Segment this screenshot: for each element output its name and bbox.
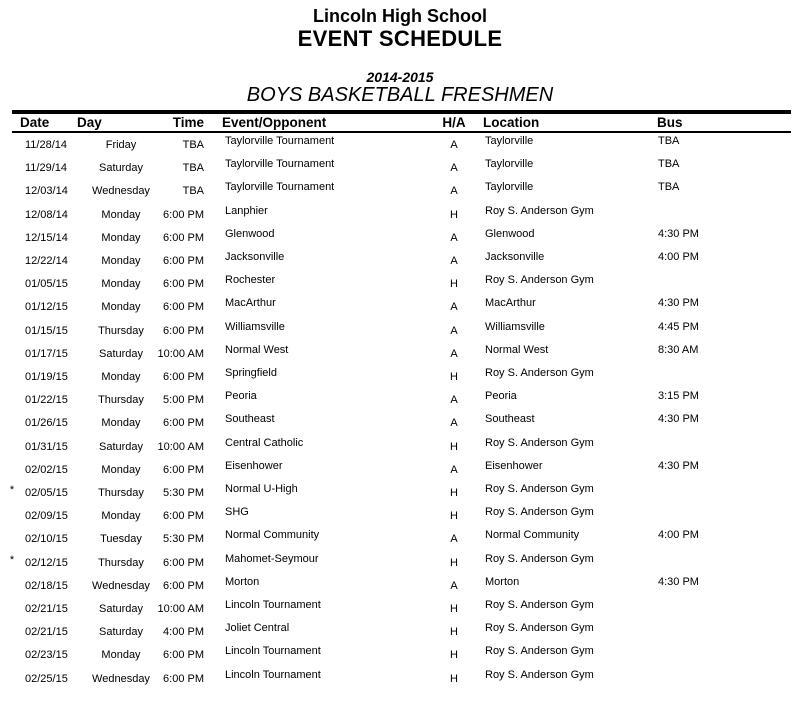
cell-homeaway: A bbox=[450, 162, 458, 175]
cell-day: Thursday bbox=[98, 394, 144, 407]
cell-time: 5:30 PM bbox=[163, 533, 204, 546]
cell-time: 10:00 AM bbox=[157, 603, 204, 615]
cell-day: Saturday bbox=[98, 626, 144, 639]
cell-day: Monday bbox=[101, 510, 141, 523]
cell-time: 6:00 PM bbox=[163, 231, 204, 244]
schedule-row bbox=[0, 575, 800, 598]
cell-day: Thursday bbox=[98, 556, 144, 569]
cell-time: 5:00 PM bbox=[163, 394, 204, 407]
cell-homeaway: A bbox=[450, 533, 458, 546]
schedule-row bbox=[0, 343, 800, 366]
cell-date: 02/02/15 bbox=[25, 463, 68, 476]
cell-homeaway: H bbox=[450, 371, 458, 383]
cell-day: Thursday bbox=[98, 487, 144, 499]
schedule-row bbox=[0, 412, 800, 435]
cell-bus: 8:30 AM bbox=[658, 343, 699, 356]
cell-bus: 4:45 PM bbox=[658, 320, 699, 333]
cell-time: 6:00 PM bbox=[163, 510, 204, 523]
cell-location: Roy S. Anderson Gym bbox=[485, 552, 594, 565]
cell-day: Monday bbox=[101, 463, 141, 476]
cell-date: 12/15/14 bbox=[25, 231, 68, 244]
cell-homeaway: A bbox=[450, 324, 458, 337]
cell-event: Jacksonville bbox=[225, 251, 285, 263]
cell-location: Roy S. Anderson Gym bbox=[485, 645, 594, 658]
cell-homeaway: H bbox=[450, 649, 458, 662]
cell-location: Normal West bbox=[485, 343, 549, 356]
cell-time: 5:30 PM bbox=[163, 487, 204, 499]
cell-day: Thursday bbox=[98, 324, 144, 337]
cell-homeaway: A bbox=[450, 301, 458, 314]
star-marker: * bbox=[9, 553, 15, 566]
cell-date: 01/12/15 bbox=[25, 301, 68, 314]
cell-event: Rochester bbox=[225, 274, 276, 287]
cell-date: 02/10/15 bbox=[25, 533, 68, 546]
cell-time: TBA bbox=[182, 185, 204, 198]
cell-day: Wednesday bbox=[92, 672, 150, 685]
cell-homeaway: H bbox=[450, 626, 458, 639]
cell-bus: TBA bbox=[658, 158, 680, 171]
cell-day: Saturday bbox=[98, 347, 144, 360]
cell-location: Jacksonville bbox=[485, 251, 545, 263]
cell-day: Saturday bbox=[98, 603, 144, 615]
schedule-row bbox=[0, 505, 800, 528]
cell-event: Central Catholic bbox=[225, 436, 304, 449]
schedule-row bbox=[0, 644, 800, 667]
cell-date: 11/29/14 bbox=[25, 162, 68, 175]
col-header-day: Day bbox=[77, 115, 102, 130]
cell-bus: 4:30 PM bbox=[658, 297, 699, 310]
cell-location: Taylorville bbox=[485, 135, 534, 147]
schedule-row bbox=[0, 528, 800, 551]
cell-location: Roy S. Anderson Gym bbox=[485, 204, 594, 217]
cell-location: Roy S. Anderson Gym bbox=[485, 367, 594, 379]
cell-day: Monday bbox=[101, 231, 141, 244]
cell-date: 01/15/15 bbox=[25, 324, 68, 337]
team-name: BOYS BASKETBALL FRESHMEN bbox=[246, 84, 554, 106]
schedule-row bbox=[0, 157, 800, 180]
schedule-row bbox=[0, 598, 800, 621]
cell-time: 6:00 PM bbox=[163, 371, 204, 383]
cell-date: 01/17/15 bbox=[25, 347, 68, 360]
cell-event: Taylorville Tournament bbox=[225, 158, 335, 171]
cell-homeaway: A bbox=[450, 417, 458, 430]
cell-day: Monday bbox=[101, 278, 141, 291]
cell-time: 6:00 PM bbox=[163, 672, 204, 685]
schedule-row bbox=[0, 250, 800, 273]
cell-homeaway: H bbox=[450, 510, 458, 523]
cell-time: 10:00 AM bbox=[157, 347, 204, 360]
cell-event: SHG bbox=[225, 506, 249, 519]
cell-date: 02/21/15 bbox=[25, 626, 68, 639]
cell-location: Roy S. Anderson Gym bbox=[485, 483, 594, 495]
cell-bus: 4:30 PM bbox=[658, 459, 699, 472]
cell-event: Lincoln Tournament bbox=[225, 668, 321, 681]
cell-date: 02/12/15 bbox=[25, 556, 68, 569]
cell-time: 6:00 PM bbox=[163, 556, 204, 569]
cell-date: 02/18/15 bbox=[25, 579, 68, 592]
schedule-row bbox=[0, 296, 800, 319]
cell-bus: 3:15 PM bbox=[658, 390, 699, 403]
cell-event: Normal Community bbox=[225, 529, 320, 542]
cell-homeaway: A bbox=[450, 185, 458, 198]
cell-time: 4:00 PM bbox=[163, 626, 204, 639]
cell-location: Morton bbox=[485, 575, 520, 588]
cell-location: Roy S. Anderson Gym bbox=[485, 274, 594, 287]
cell-date: 02/09/15 bbox=[25, 510, 68, 523]
cell-event: Mahomet-Seymour bbox=[225, 552, 319, 565]
cell-location: Taylorville bbox=[485, 181, 534, 194]
schedule-row bbox=[0, 366, 800, 389]
cell-bus: 4:30 PM bbox=[658, 227, 699, 240]
cell-day: Monday bbox=[101, 371, 141, 383]
cell-time: 6:00 PM bbox=[163, 208, 204, 221]
cell-date: 01/22/15 bbox=[25, 394, 68, 407]
cell-time: 6:00 PM bbox=[163, 301, 204, 314]
star-marker: * bbox=[9, 484, 15, 496]
cell-date: 12/08/14 bbox=[25, 208, 68, 221]
cell-homeaway: A bbox=[450, 255, 458, 267]
schedule-row bbox=[0, 482, 800, 505]
cell-day: Monday bbox=[101, 255, 141, 267]
col-header-bus: Bus bbox=[657, 115, 683, 130]
cell-date: 01/31/15 bbox=[25, 440, 68, 453]
cell-date: 01/05/15 bbox=[25, 278, 68, 291]
cell-date: 12/03/14 bbox=[25, 185, 68, 198]
cell-homeaway: H bbox=[450, 440, 458, 453]
cell-bus: 4:00 PM bbox=[658, 529, 699, 542]
schedule-row bbox=[0, 552, 800, 575]
cell-time: 6:00 PM bbox=[163, 324, 204, 337]
cell-event: Normal West bbox=[225, 343, 289, 356]
cell-bus: TBA bbox=[658, 135, 680, 147]
cell-location: Glenwood bbox=[485, 227, 535, 240]
cell-event: MacArthur bbox=[225, 297, 276, 310]
cell-date: 02/05/15 bbox=[25, 487, 68, 499]
cell-time: 10:00 AM bbox=[157, 440, 204, 453]
schedule-row bbox=[0, 668, 800, 691]
cell-time: 6:00 PM bbox=[163, 278, 204, 291]
cell-event: Southeast bbox=[225, 413, 275, 426]
schedule-row bbox=[0, 227, 800, 250]
schedule-row bbox=[0, 204, 800, 227]
cell-homeaway: H bbox=[450, 208, 458, 221]
cell-event: Glenwood bbox=[225, 227, 275, 240]
cell-location: Roy S. Anderson Gym bbox=[485, 599, 594, 611]
cell-bus: TBA bbox=[658, 181, 680, 194]
cell-location: Southeast bbox=[485, 413, 535, 426]
col-header-date: Date bbox=[20, 115, 50, 130]
cell-homeaway: A bbox=[450, 347, 458, 360]
col-header-event: Event/Opponent bbox=[222, 115, 327, 130]
cell-homeaway: H bbox=[450, 556, 458, 569]
cell-day: Tuesday bbox=[100, 533, 142, 546]
schedule-row bbox=[0, 436, 800, 459]
document-title: EVENT SCHEDULE bbox=[297, 26, 503, 51]
cell-day: Wednesday bbox=[92, 579, 150, 592]
cell-day: Monday bbox=[101, 649, 141, 662]
season-label: 2014-2015 bbox=[366, 69, 434, 85]
cell-location: Roy S. Anderson Gym bbox=[485, 668, 594, 681]
cell-date: 01/26/15 bbox=[25, 417, 68, 430]
cell-event: Morton bbox=[225, 575, 260, 588]
cell-day: Saturday bbox=[98, 440, 144, 453]
cell-homeaway: H bbox=[450, 487, 458, 499]
col-header-location: Location bbox=[483, 115, 540, 130]
cell-location: Peoria bbox=[485, 390, 517, 403]
cell-event: Normal U-High bbox=[225, 483, 298, 495]
cell-day: Friday bbox=[105, 139, 137, 151]
school-name: Lincoln High School bbox=[313, 6, 487, 26]
col-header-time: Time bbox=[172, 115, 204, 130]
schedule-row bbox=[0, 621, 800, 644]
cell-homeaway: H bbox=[450, 603, 458, 615]
cell-date: 02/23/15 bbox=[25, 649, 68, 662]
cell-homeaway: A bbox=[450, 394, 458, 407]
cell-day: Monday bbox=[101, 301, 141, 314]
cell-day: Monday bbox=[101, 208, 141, 221]
cell-homeaway: A bbox=[450, 139, 458, 151]
cell-event: Peoria bbox=[225, 390, 257, 403]
cell-event: Taylorville Tournament bbox=[225, 135, 335, 147]
cell-time: 6:00 PM bbox=[163, 255, 204, 267]
cell-date: 02/25/15 bbox=[25, 672, 68, 685]
cell-time: 6:00 PM bbox=[163, 417, 204, 430]
cell-homeaway: A bbox=[450, 231, 458, 244]
cell-event: Springfield bbox=[225, 367, 277, 379]
col-header-homeaway: H/A bbox=[442, 115, 466, 130]
cell-location: Taylorville bbox=[485, 158, 534, 171]
cell-date: 12/22/14 bbox=[25, 255, 68, 267]
cell-event: Taylorville Tournament bbox=[225, 181, 335, 194]
cell-homeaway: H bbox=[450, 278, 458, 291]
cell-date: 02/21/15 bbox=[25, 603, 68, 615]
cell-time: 6:00 PM bbox=[163, 463, 204, 476]
cell-date: 11/28/14 bbox=[25, 139, 68, 151]
cell-day: Wednesday bbox=[92, 185, 150, 198]
schedule-row bbox=[0, 134, 800, 157]
cell-location: Williamsville bbox=[485, 320, 545, 333]
cell-homeaway: A bbox=[450, 579, 458, 592]
cell-event: Eisenhower bbox=[225, 459, 283, 472]
schedule-row bbox=[0, 273, 800, 296]
cell-bus: 4:30 PM bbox=[658, 413, 699, 426]
cell-location: Eisenhower bbox=[485, 459, 543, 472]
schedule-row bbox=[0, 459, 800, 482]
cell-time: TBA bbox=[182, 139, 204, 151]
cell-date: 01/19/15 bbox=[25, 371, 68, 383]
cell-event: Lanphier bbox=[225, 204, 268, 217]
cell-time: 6:00 PM bbox=[163, 579, 204, 592]
cell-bus: 4:30 PM bbox=[658, 575, 699, 588]
cell-homeaway: A bbox=[450, 463, 458, 476]
cell-location: Roy S. Anderson Gym bbox=[485, 436, 594, 449]
cell-time: 6:00 PM bbox=[163, 649, 204, 662]
cell-event: Williamsville bbox=[225, 320, 285, 333]
cell-event: Lincoln Tournament bbox=[225, 599, 321, 611]
cell-day: Monday bbox=[101, 417, 141, 430]
schedule-row bbox=[0, 320, 800, 343]
cell-event: Joliet Central bbox=[225, 622, 290, 635]
schedule-row bbox=[0, 389, 800, 412]
cell-location: Normal Community bbox=[485, 529, 580, 542]
cell-bus: 4:00 PM bbox=[658, 251, 699, 263]
cell-time: TBA bbox=[182, 162, 204, 175]
cell-day: Saturday bbox=[98, 162, 144, 175]
cell-location: MacArthur bbox=[485, 297, 536, 310]
cell-location: Roy S. Anderson Gym bbox=[485, 506, 594, 519]
cell-location: Roy S. Anderson Gym bbox=[485, 622, 594, 635]
cell-event: Lincoln Tournament bbox=[225, 645, 321, 658]
cell-homeaway: H bbox=[450, 672, 458, 685]
schedule-row bbox=[0, 180, 800, 203]
